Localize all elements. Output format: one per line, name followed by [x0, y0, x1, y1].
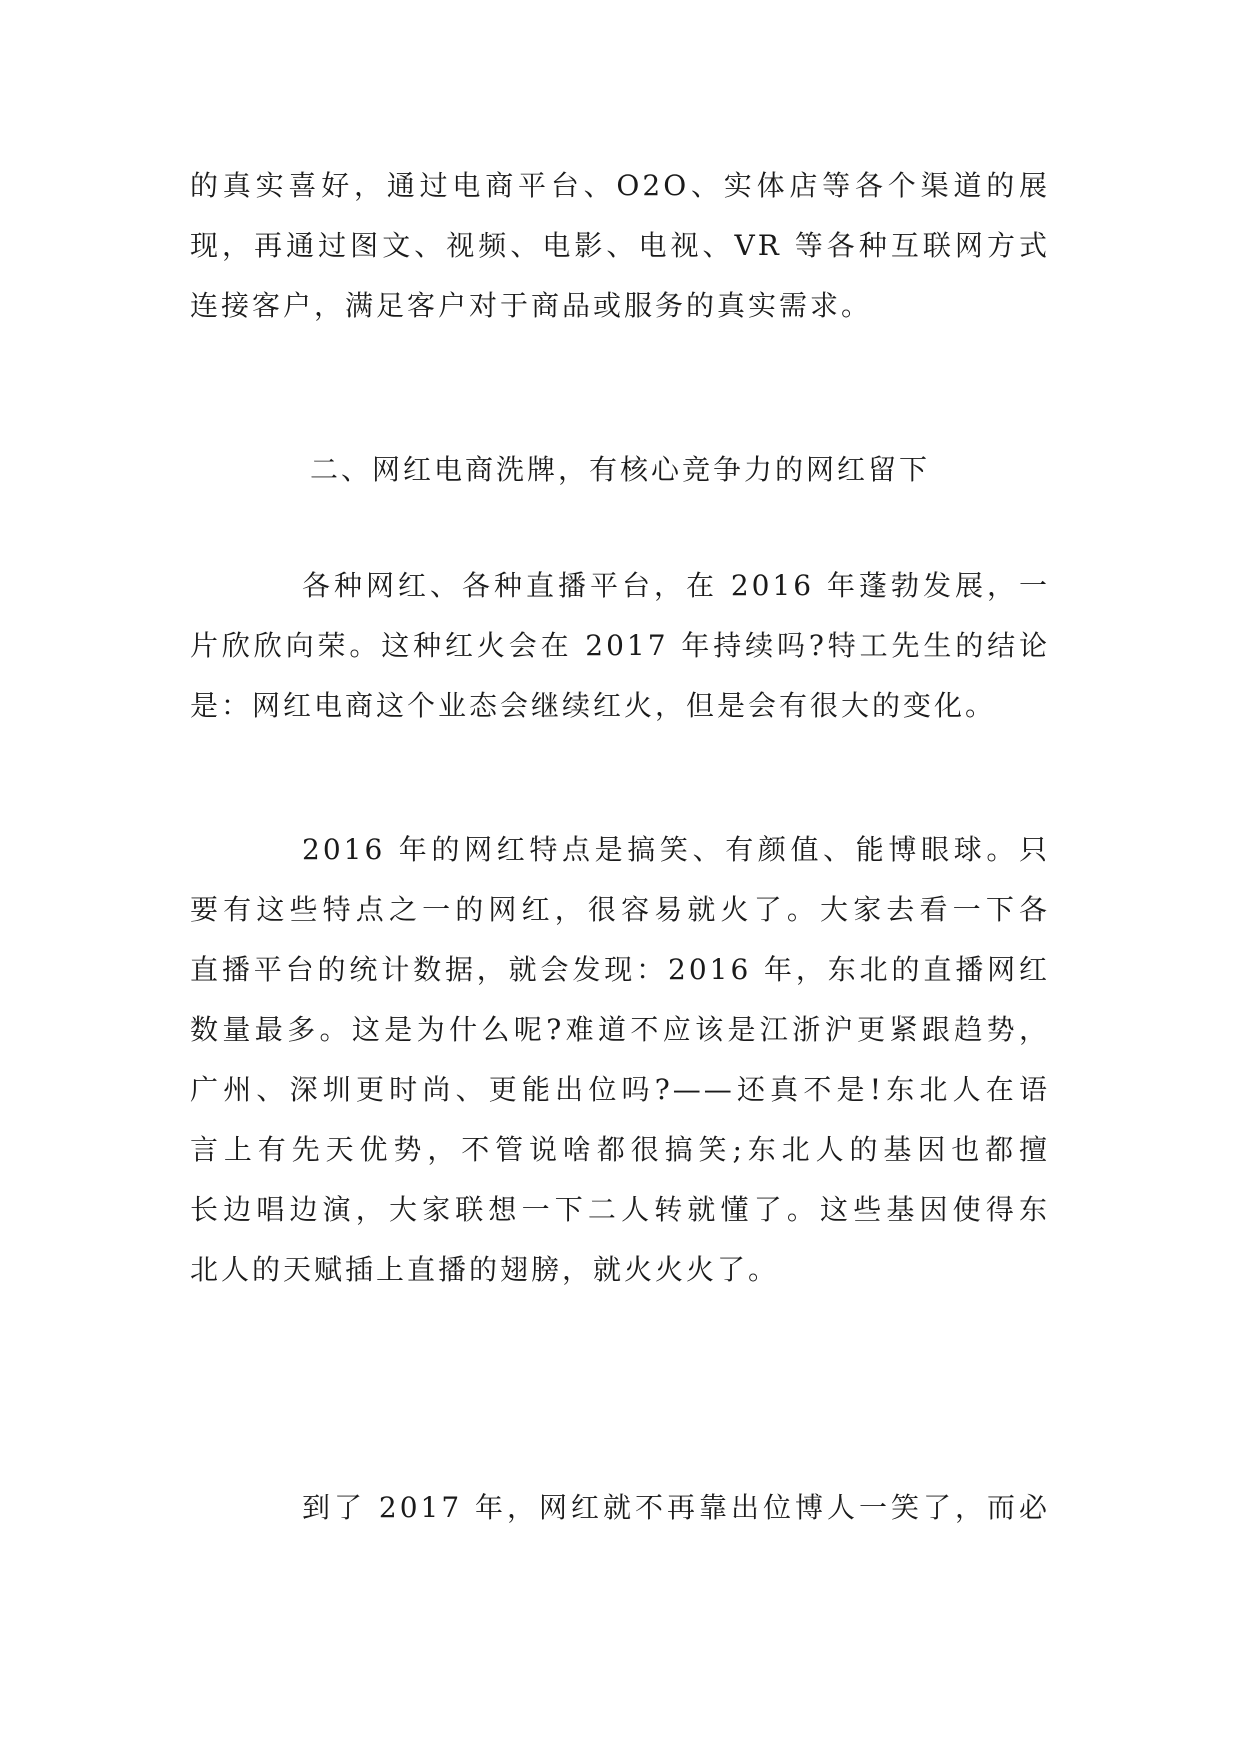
paragraph-line: 到了 2017 年，网红就不再靠出位博人一笑了，而必 [302, 1491, 1050, 1524]
paragraph-line: 直播平台的统计数据，就会发现：2016 年，东北的直播网红 [190, 953, 1050, 986]
paragraph-line: 北人的天赋插上直播的翅膀，就火火火了。 [190, 1253, 780, 1286]
section-heading: 二、网红电商洗牌，有核心竞争力的网红留下 [309, 453, 930, 486]
paragraph [190, 820, 1050, 1300]
paragraph-line: 连接客户，满足客户对于商品或服务的真实需求。 [190, 289, 873, 322]
paragraph-line: 要有这些特点之一的网红，很容易就火了。大家去看一下各 [190, 893, 1050, 926]
paragraph-line: 长边唱边演，大家联想一下二人转就懂了。这些基因使得东 [190, 1193, 1050, 1226]
paragraph-line: 2016 年的网红特点是搞笑、有颜值、能博眼球。只 [302, 833, 1050, 866]
paragraph-line: 的真实喜好，通过电商平台、O2O、实体店等各个渠道的展 [190, 169, 1050, 202]
paragraph [190, 1478, 1050, 1538]
paragraph-line: 数量最多。这是为什么呢?难道不应该是江浙沪更紧跟趋势， [190, 1013, 1050, 1046]
paragraph-line: 各种网红、各种直播平台，在 2016 年蓬勃发展，一 [302, 569, 1050, 602]
paragraph-continued [190, 156, 1050, 336]
paragraph-line: 广州、深圳更时尚、更能出位吗?——还真不是!东北人在语 [190, 1073, 1050, 1106]
paragraph [190, 556, 1050, 736]
paragraph-line: 片欣欣向荣。这种红火会在 2017 年持续吗?特工先生的结论 [190, 629, 1050, 662]
paragraph-line: 是：网红电商这个业态会继续红火，但是会有很大的变化。 [190, 689, 997, 722]
paragraph-line: 现，再通过图文、视频、电影、电视、VR 等各种互联网方式 [190, 229, 1050, 262]
paragraph-line: 言上有先天优势，不管说啥都很搞笑;东北人的基因也都擅 [190, 1133, 1050, 1166]
